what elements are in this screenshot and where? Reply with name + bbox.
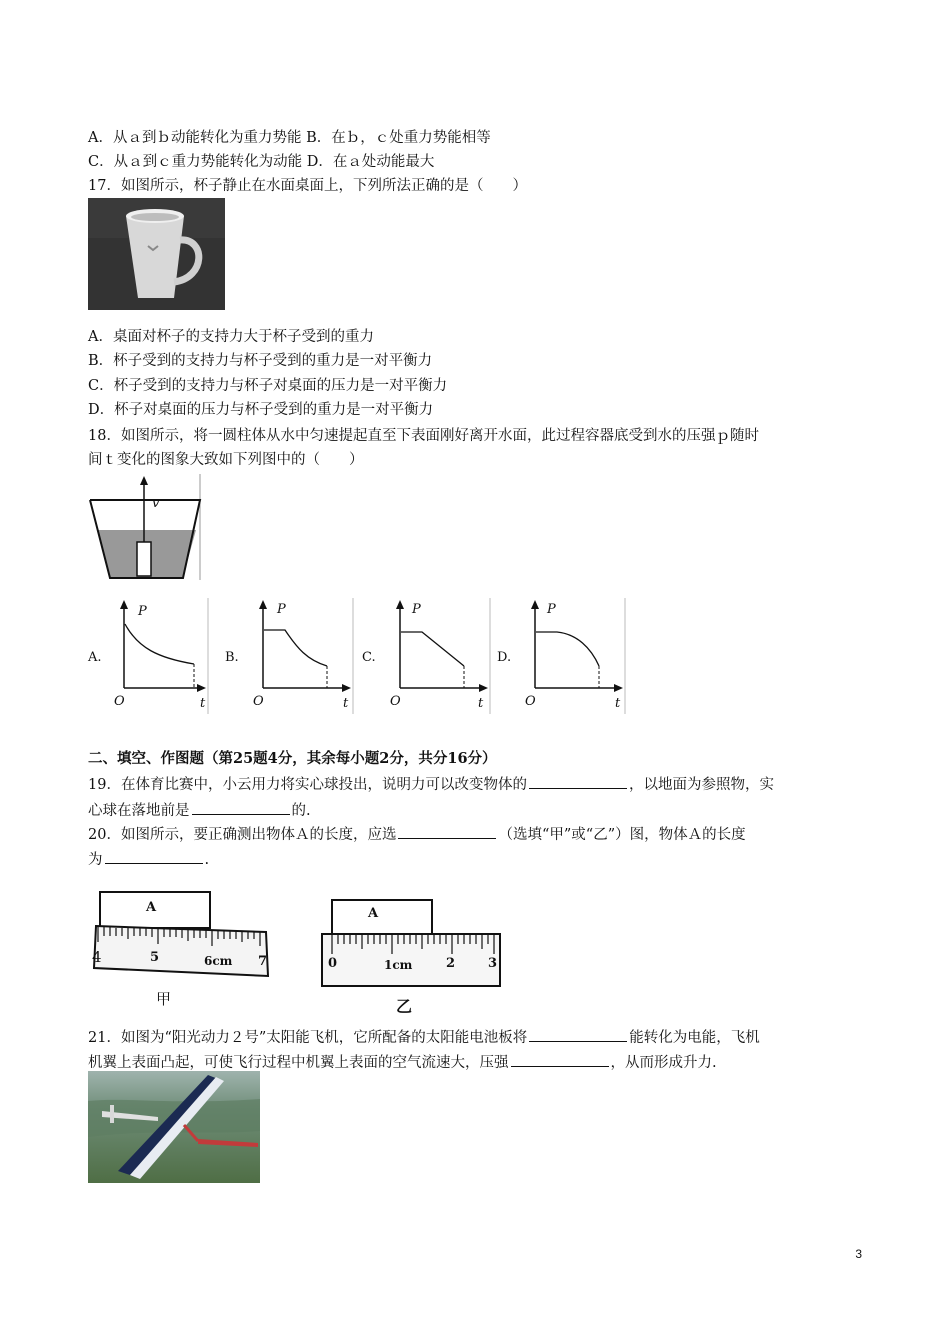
ruler-yi-caption: 乙 (396, 997, 413, 1016)
q17-option-b: B．杯子受到的支持力与杯子受到的重力是一对平衡力 (88, 353, 433, 369)
q21-blank-2[interactable] (511, 1052, 609, 1067)
ruler-yi-tick-2: 2 (446, 956, 456, 971)
ruler-yi-object-label: A (368, 906, 379, 921)
q18-stem-line2: 间ｔ变化的图象大致如下列图中的（ ） (88, 452, 364, 468)
q19-blank-1[interactable] (529, 774, 627, 789)
q21-line2 (88, 1052, 717, 1073)
q20-text-2: （选填“甲”或“乙”）图，物体Ａ的长度 (498, 827, 746, 843)
q16-options-ab: A．从ａ到ｂ动能转化为重力势能 B．在ｂ，ｃ处重力势能相等 (88, 130, 491, 146)
graph-b (225, 598, 355, 714)
q19-text-2: ，以地面为参照物，实 (628, 777, 774, 793)
ruler-yi-tick-1cm: 1cm (384, 958, 413, 972)
ruler-jia-tick-7: 7 (258, 954, 268, 969)
graph-a (88, 598, 210, 714)
graph-d-x-label: t (615, 696, 621, 711)
q21-text-1: 21．如图为“阳光动力２号”太阳能飞机，它所配备的太阳能电池板将 (88, 1030, 528, 1046)
graph-c-origin: O (390, 694, 401, 709)
q21-text-4: ，从而形成升力. (610, 1055, 717, 1071)
q19-blank-2[interactable] (192, 800, 290, 815)
q19-line1 (88, 774, 774, 795)
graph-b-x-label: t (343, 696, 349, 711)
page-number: 3 (855, 1247, 862, 1261)
q20-text-1: 20．如图所示，要正确测出物体Ａ的长度，应选 (88, 827, 397, 843)
graph-b-origin: O (253, 694, 264, 709)
ruler-figure-jia (88, 884, 274, 1012)
q20-text-4: . (204, 852, 210, 868)
q21-text-2: 能转化为电能，飞机 (629, 1030, 760, 1046)
q19-line2 (88, 800, 311, 821)
ruler-yi-tick-0: 0 (328, 956, 338, 971)
graph-d-origin: O (525, 694, 536, 709)
q17-stem: 17．如图所示，杯子静止在水面桌面上，下列所法正确的是（ ） (88, 178, 527, 194)
graph-c-x-label: t (478, 696, 484, 711)
graph-a-x-label: t (200, 696, 206, 711)
graph-a-y-label: P (138, 604, 147, 619)
graph-a-option: A. (88, 650, 102, 665)
q20-line2 (88, 849, 209, 870)
ruler-figure-yi (318, 896, 502, 1018)
q17-option-a: A．桌面对杯子的支持力大于杯子受到的重力 (88, 329, 374, 345)
q21-text-3: 机翼上表面凸起，可使飞行过程中机翼上表面的空气流速大，压强 (88, 1055, 509, 1071)
ruler-jia-tick-4: 4 (92, 948, 102, 966)
graph-d-y-label: P (547, 602, 556, 617)
solar-plane-photo (88, 1071, 260, 1183)
velocity-label: v (152, 496, 160, 511)
graph-b-y-label: P (277, 602, 286, 617)
graph-c-option: C. (362, 650, 376, 665)
ruler-jia-tick-5: 5 (150, 950, 160, 965)
q18-stem-line1: 18．如图所示，将一圆柱体从水中匀速提起直至下表面刚好离开水面，此过程容器底受到水的压强ｐ随时 (88, 428, 759, 444)
container-figure (88, 474, 203, 580)
q20-blank-2[interactable] (105, 849, 203, 864)
ruler-jia-object-label: A (146, 900, 157, 915)
q17-option-d: D．杯子对桌面的压力与杯子受到的重力是一对平衡力 (88, 402, 434, 418)
ruler-jia-tick-6cm: 6cm (204, 954, 233, 968)
q20-line1 (88, 824, 746, 845)
ruler-jia-caption: 甲 (156, 990, 172, 1008)
cup-photo (88, 198, 225, 310)
ruler-yi-tick-3: 3 (488, 956, 498, 971)
section-2-heading: 二、填空、作图题（第25题4分，其余每小题2分，共分16分） (88, 750, 497, 767)
graph-c-y-label: P (412, 602, 421, 617)
q17-option-c: C．杯子受到的支持力与杯子对桌面的压力是一对平衡力 (88, 378, 448, 394)
q19-text-1: 19．在体育比赛中，小云用力将实心球投出，说明力可以改变物体的 (88, 777, 527, 793)
q20-blank-1[interactable] (398, 824, 496, 839)
graph-c (362, 598, 492, 714)
graph-d-option: D. (497, 650, 512, 665)
graph-a-origin: O (114, 694, 125, 709)
q21-line1 (88, 1027, 760, 1048)
q19-text-4: 的. (291, 803, 311, 819)
graph-d (497, 598, 627, 714)
graph-b-option: B. (225, 650, 239, 665)
q19-text-3: 心球在落地前是 (88, 803, 190, 819)
q21-blank-1[interactable] (529, 1027, 627, 1042)
q20-text-3: 为 (88, 852, 103, 868)
q16-options-cd: C．从ａ到ｃ重力势能转化为动能 D．在ａ处动能最大 (88, 154, 435, 170)
